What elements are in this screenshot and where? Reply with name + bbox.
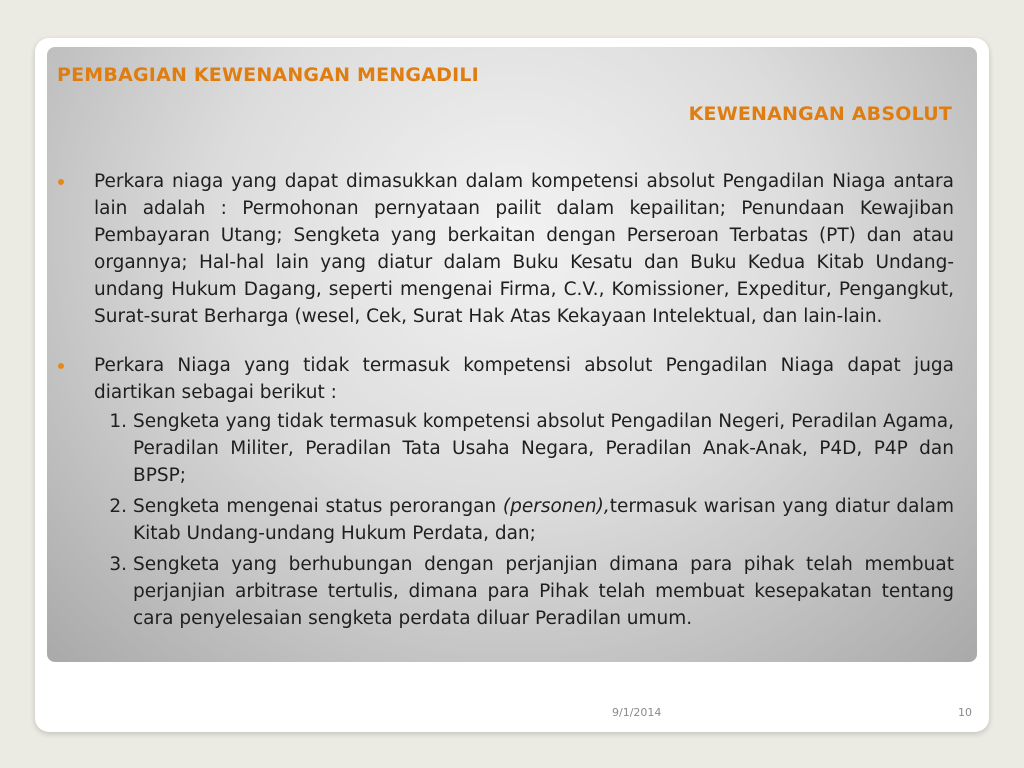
bullet-dot-icon	[58, 363, 64, 369]
bullet-text: Perkara niaga yang dapat dimasukkan dalam kompetensi absolut Pengadilan Niaga antara lain adalah : Permohonan pernyataan pailit dalam kepailitan; Penundaan Kewajiban Pembayaran Utang; Sengketa yang berkaitan dengan Perseroan Terbatas (PT) dan atau organnya; Hal-hal lain yang diatur dalam Buku Kesatu dan Buku Kedua Kitab Undang-undang Hukum Dagang, seperti mengenai Firma, C.V., Komissioner, Expeditur, Pengangkut, Surat-surat Berharga (wesel, Cek, Surat Hak Atas Kekayaan Intelektual, dan lain-lain.	[94, 171, 954, 327]
numbered-text: Sengketa yang berhubungan dengan perjanjian dimana para pihak telah membuat perjanjian arbitrase tertulis, dimana para Pihak telah membuat kesepakatan tentang cara penyelesaian sengketa perdata diluar Peradilan umum.	[133, 554, 954, 629]
numbered-item	[94, 551, 954, 632]
bullet-item	[94, 168, 954, 330]
footer-page-number: 10	[958, 706, 972, 719]
slide-subtitle: KEWENANGAN ABSOLUT	[688, 103, 952, 125]
numbered-text-italic: (personen),	[502, 496, 610, 517]
numbered-marker: 3.	[109, 554, 127, 575]
bullet-dot-icon	[58, 179, 64, 185]
numbered-item	[94, 493, 954, 547]
numbered-text: Sengketa yang tidak termasuk kompetensi absolut Pengadilan Negeri, Peradilan Agama, Peradilan Militer, Peradilan Tata Usaha Negara, Peradilan Anak-Anak, P4D, P4P dan BPSP;	[133, 411, 954, 486]
slide-body	[94, 168, 954, 632]
slide-title: PEMBAGIAN KEWENANGAN MENGADILI	[57, 64, 479, 86]
bullet-item	[94, 352, 954, 632]
numbered-text-start: Sengketa mengenai status perorangan	[133, 496, 503, 517]
numbered-item	[94, 408, 954, 489]
numbered-marker: 1.	[109, 411, 127, 432]
numbered-text-end: termasuk warisan yang diatur dalam Kitab Undang-undang Hukum Perdata, dan;	[133, 496, 954, 544]
footer-date: 9/1/2014	[612, 706, 662, 719]
numbered-marker: 2.	[109, 496, 127, 517]
numbered-list	[94, 408, 954, 632]
bullet-text: Perkara Niaga yang tidak termasuk kompetensi absolut Pengadilan Niaga dapat juga diartikan sebagai berikut :	[94, 355, 954, 403]
